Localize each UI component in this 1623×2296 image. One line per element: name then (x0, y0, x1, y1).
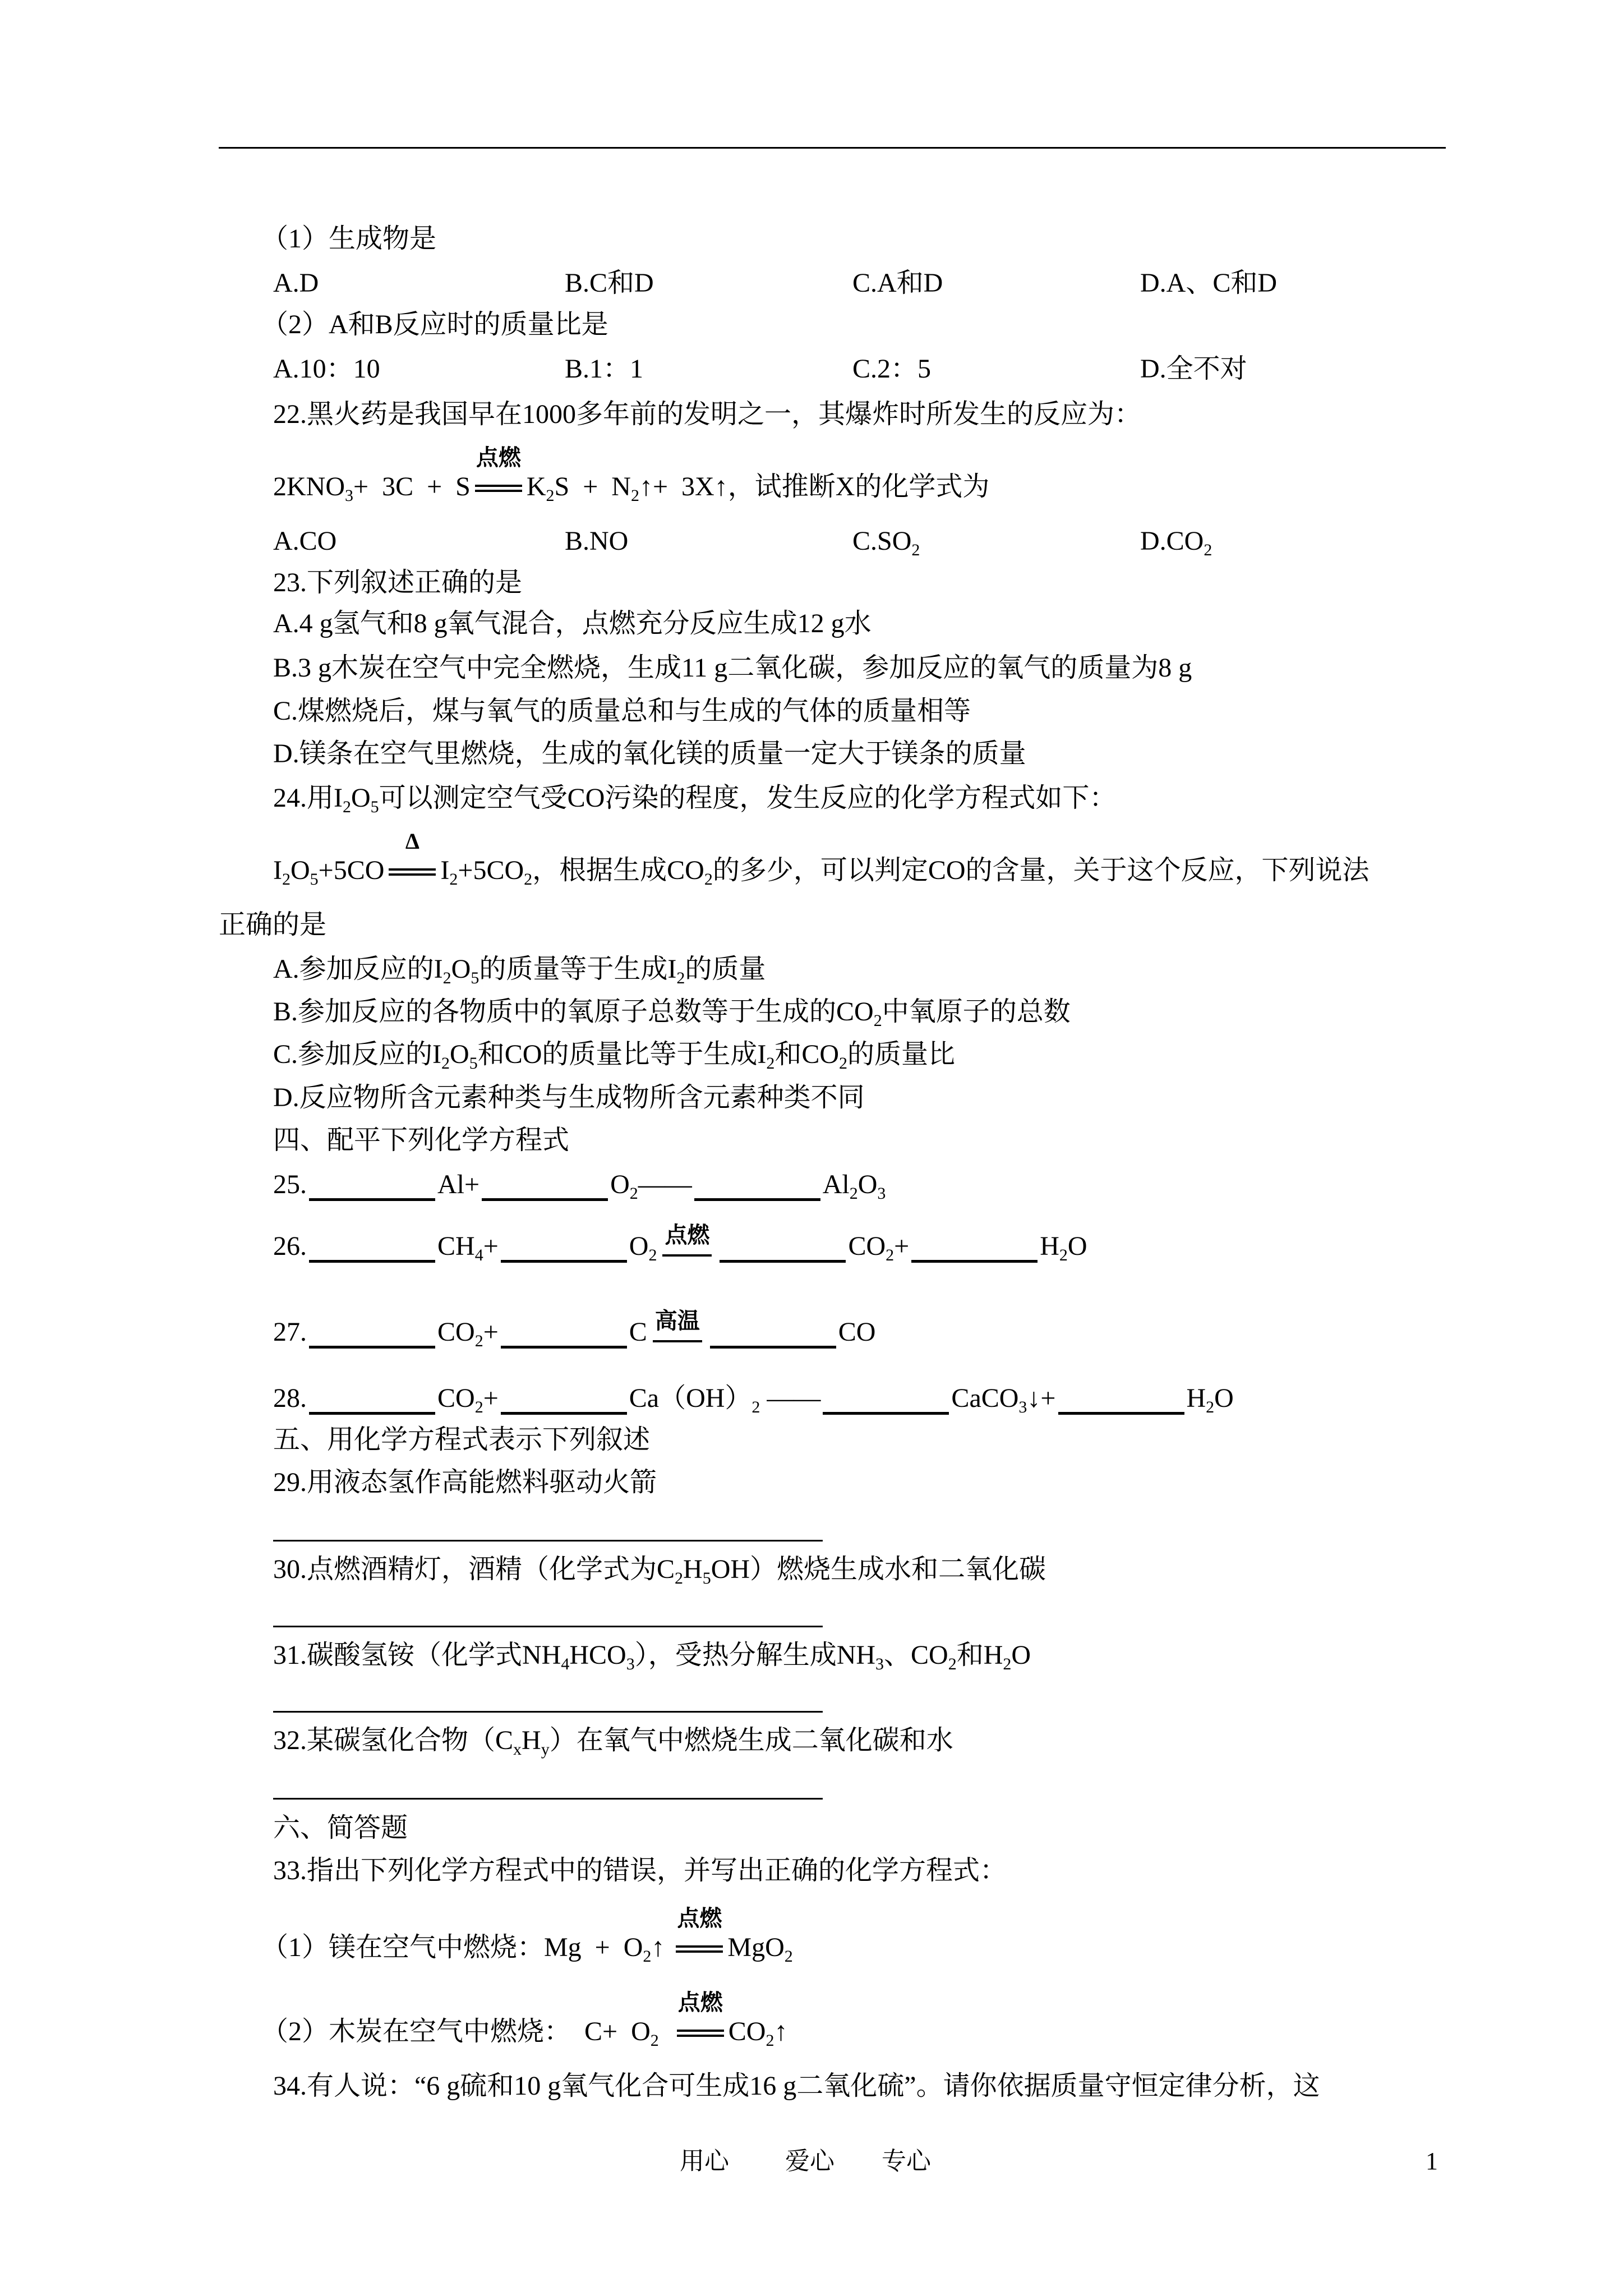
text-run: O (290, 855, 310, 885)
text-line (273, 1781, 823, 1812)
text-run: OH）燃烧生成水和二氧化碳 (711, 1554, 1046, 1584)
text-run: CH (437, 1231, 475, 1261)
text-line (273, 1812, 408, 1844)
reaction-condition (649, 1308, 706, 1348)
text-line (273, 1554, 1046, 1588)
text-line (273, 2070, 1320, 2102)
equals-bar (475, 490, 522, 492)
text-run: C.2：5 (852, 354, 932, 384)
text-run: A.参加反应的I (273, 954, 443, 984)
text-run: 和H (956, 1640, 1003, 1670)
answer-line[interactable] (273, 1540, 823, 1542)
equals-bar (475, 485, 522, 487)
text-run: 26. (273, 1231, 307, 1261)
text-run: B.3 g木炭在空气中完全燃烧，生成11 g二氧化碳，参加反应的氧气的质量为8 g (273, 653, 1192, 683)
subscript: 2 (784, 1947, 793, 1966)
subscript: 2 (873, 1011, 882, 1030)
text-run: ↑+ 3X↑，试推断X的化学式为 (639, 472, 990, 501)
reaction-condition (659, 1222, 715, 1262)
text-run: （1）镁在空气中燃烧：Mg + O (261, 1932, 643, 1962)
text-run: C.煤燃烧后，煤与氧气的质量总和与生成的气体的质量相等 (273, 696, 971, 726)
text-run: 可以测定空气受CO污染的程度，发生反应的化学方程式如下： (379, 783, 1117, 813)
text-run: D.全不对 (1140, 354, 1247, 384)
text-run (659, 2017, 672, 2046)
text-run: I (273, 855, 282, 885)
equals-bar (676, 1950, 723, 1953)
reaction-condition-equals (473, 445, 524, 503)
subscript: 2 (442, 969, 451, 987)
condition-label: 高温 (654, 1308, 700, 1333)
text-run: 的质量等于生成I (479, 954, 677, 984)
text-run: 33.指出下列化学方程式中的错误，并写出正确的化学方程式： (273, 1856, 1007, 1885)
text-line (273, 1467, 657, 1498)
text-run: B.C和D (565, 268, 654, 298)
coefficient-blank[interactable] (710, 1317, 836, 1349)
text-line (273, 1694, 823, 1726)
coefficient-blank[interactable] (309, 1383, 435, 1415)
text-run: 中氧原子的总数 (882, 997, 1071, 1027)
subscript: 2 (343, 798, 351, 816)
text-run: 25. (273, 1170, 307, 1199)
coefficient-blank[interactable] (501, 1317, 627, 1349)
text-run: A.D (273, 268, 319, 298)
text-run: 31.碳酸氢铵（化学式NH (273, 1640, 561, 1670)
text-run: O (351, 783, 371, 813)
text-run: K (526, 472, 546, 501)
text-run: ，根据生成CO (532, 855, 704, 885)
text-run: D.反应物所含元素种类与生成物所含元素种类不同 (273, 1083, 865, 1112)
text-run: H (1040, 1231, 1059, 1261)
text-run: + (483, 1383, 499, 1413)
condition-label: 点燃 (476, 445, 521, 470)
text-run: I (440, 855, 450, 885)
text-line (273, 1308, 876, 1350)
text-run: A.10：10 (273, 354, 380, 384)
option-B (565, 353, 643, 385)
text-run: B.1：1 (565, 354, 644, 384)
text-run: ↑ (651, 1932, 672, 1962)
text-line (273, 1609, 823, 1640)
text-line (261, 1906, 793, 1966)
text-line (219, 909, 326, 941)
reaction-condition-equals (386, 829, 438, 886)
subscript: 5 (370, 798, 379, 816)
text-line (273, 1222, 1087, 1264)
text-run: Al (822, 1170, 850, 1199)
subscript: 2 (849, 1184, 858, 1203)
text-run: —— (760, 1383, 821, 1413)
subscript: 5 (310, 870, 319, 889)
text-run: B.NO (565, 526, 629, 556)
subscript: 2 (449, 870, 458, 889)
subscript: 2 (839, 1054, 848, 1073)
text-run: O (857, 1170, 878, 1199)
text-run: （1）生成物是 (261, 224, 437, 254)
options-row (273, 353, 1395, 385)
option-B (565, 526, 628, 557)
subscript: 2 (1204, 541, 1212, 559)
subscript: 3 (1018, 1398, 1027, 1416)
text-run: 五、用化学方程式表示下列叙述 (273, 1425, 651, 1455)
text-run: 28. (273, 1383, 307, 1413)
answer-line[interactable] (273, 1626, 823, 1627)
page-number: 1 (1426, 2147, 1438, 2175)
options-row (273, 526, 1395, 557)
text-run: A.CO (273, 526, 337, 556)
subscript: 2 (630, 486, 639, 505)
text-run: + (483, 1231, 499, 1261)
coefficient-blank[interactable] (823, 1383, 949, 1415)
subscript: 2 (766, 2031, 774, 2050)
text-line (273, 696, 971, 727)
subscript: 2 (474, 1332, 483, 1350)
subscript: 2 (648, 1246, 657, 1264)
subscript: x (513, 1740, 522, 1759)
text-run: CaCO (951, 1383, 1019, 1413)
subscript: 2 (751, 1398, 760, 1416)
text-run: 32.某碳氢化合物（C (273, 1726, 514, 1755)
coefficient-blank[interactable] (694, 1169, 820, 1201)
subscript: 2 (886, 1246, 895, 1264)
option-D (1140, 268, 1277, 299)
text-run: 2KNO (273, 472, 345, 501)
text-run: 六、简答题 (273, 1813, 408, 1843)
text-line (273, 1125, 569, 1156)
subscript: 2 (524, 870, 533, 889)
footer-motto-1: 用心 (680, 2147, 729, 2175)
text-run: O (451, 954, 471, 984)
text-run: H (522, 1726, 541, 1755)
text-run: 22.黑火药是我国早在1000多年前的发明之一，其爆炸时所发生的反应为： (273, 399, 1142, 429)
equals-bar (389, 873, 436, 876)
condition-label: 点燃 (677, 1990, 723, 2015)
equals-bar (677, 2030, 724, 2032)
subscript: 2 (1059, 1246, 1068, 1264)
option-C (852, 353, 931, 385)
text-line (273, 652, 1192, 684)
text-run: 的质量 (685, 954, 766, 984)
reaction-condition-equals (675, 1990, 726, 2047)
text-line (273, 783, 1116, 814)
text-run: + 3C + S (353, 472, 471, 501)
option-A (273, 353, 380, 385)
text-run: D.A、C和D (1140, 268, 1278, 298)
text-line (261, 1990, 788, 2050)
text-run: ↑ (774, 2017, 788, 2046)
subscript: 2 (1003, 1655, 1012, 1673)
text-line (273, 954, 766, 985)
option-C (852, 526, 920, 557)
text-run: O (1214, 1383, 1234, 1413)
text-line (273, 399, 1141, 430)
subscript: 3 (877, 1184, 886, 1203)
subscript: 5 (702, 1569, 711, 1588)
subscript: 2 (474, 1398, 483, 1416)
subscript: 5 (469, 1054, 478, 1073)
footer-motto-2: 爱心 (785, 2147, 834, 2175)
subscript: 2 (675, 1569, 684, 1588)
subscript: 2 (643, 1947, 652, 1966)
text-run: 、CO (884, 1640, 948, 1670)
text-run: —— (638, 1170, 692, 1199)
text-run: 24.用I (273, 783, 343, 813)
subscript: 2 (766, 1054, 775, 1073)
coefficient-blank[interactable] (1058, 1383, 1184, 1415)
equals-bar (676, 1945, 723, 1948)
text-run: +5CO (458, 855, 524, 885)
text-run: H (1186, 1383, 1206, 1413)
text-run: Al+ (437, 1170, 480, 1199)
coefficient-blank[interactable] (482, 1169, 608, 1201)
text-run: ），受热分解生成NH (634, 1640, 876, 1670)
footer-motto-3: 专心 (882, 2147, 931, 2175)
text-line (273, 1424, 650, 1456)
subscript: 5 (471, 969, 479, 987)
text-line (273, 1855, 1007, 1887)
subscript: 2 (282, 870, 291, 889)
text-run: CO (848, 1231, 886, 1261)
text-run: 的质量比 (847, 1039, 956, 1069)
coefficient-blank[interactable] (309, 1169, 435, 1201)
text-line (273, 1725, 953, 1759)
text-line (273, 1523, 823, 1554)
coefficient-blank[interactable] (501, 1383, 627, 1415)
text-run: Ca（OH） (629, 1383, 752, 1413)
subscript: 4 (561, 1655, 570, 1673)
text-run: 和CO的质量比等于生成I (477, 1039, 767, 1069)
text-run: CO (838, 1317, 876, 1347)
subscript: 2 (704, 870, 713, 889)
text-run: 30.点燃酒精灯，酒精（化学式为C (273, 1554, 675, 1584)
text-run: （2）木炭在空气中燃烧： C+ O (261, 2017, 651, 2046)
text-run: CO (437, 1317, 475, 1347)
option-B (565, 268, 654, 299)
text-line (273, 1039, 956, 1073)
subscript: 3 (345, 486, 353, 505)
text-run: S + N (554, 472, 631, 501)
option-D (1140, 526, 1212, 557)
text-run: C.参加反应的I (273, 1039, 442, 1069)
coefficient-blank[interactable] (501, 1231, 627, 1263)
text-run: C.SO (852, 526, 912, 556)
subscript: 4 (474, 1246, 483, 1264)
text-run: 27. (273, 1317, 307, 1347)
text-line (273, 1383, 1234, 1415)
text-run: D.CO (1140, 526, 1204, 556)
subscript: 2 (629, 1184, 638, 1203)
subscript: 2 (650, 2031, 659, 2050)
option-A (273, 268, 319, 299)
subscript: 2 (1206, 1398, 1215, 1416)
text-line (273, 567, 522, 599)
condition-label: 点燃 (665, 1222, 710, 1248)
text-line (273, 829, 1370, 889)
text-run: CO (437, 1383, 475, 1413)
text-run: C.A和D (852, 268, 943, 298)
reaction-condition-equals (674, 1906, 725, 1963)
equals-bar (389, 868, 436, 871)
text-run: 23.下列叙述正确的是 (273, 568, 523, 597)
text-run: O (629, 1231, 649, 1261)
text-run: HCO (569, 1640, 626, 1670)
condition-bar (653, 1340, 702, 1342)
subscript: y (541, 1740, 550, 1759)
text-run: ↓+ (1027, 1383, 1056, 1413)
coefficient-blank[interactable] (720, 1231, 846, 1263)
condition-label: 点燃 (677, 1906, 722, 1931)
text-run: MgO (727, 1932, 785, 1962)
option-D (1140, 353, 1247, 385)
text-line (273, 445, 990, 505)
equals-bar (677, 2035, 724, 2037)
text-run: O (610, 1170, 630, 1199)
text-run: （2）A和B反应时的质量比是 (261, 310, 608, 339)
text-line (273, 608, 872, 639)
text-run: C (629, 1317, 647, 1347)
text-line (273, 1169, 886, 1201)
text-run: 的多少，可以判定CO的含量，关于这个反应，下列说法 (712, 855, 1370, 885)
text-line (273, 738, 1026, 770)
option-C (852, 268, 943, 299)
text-line (261, 223, 436, 255)
text-run: D.镁条在空气里燃烧，生成的氧化镁的质量一定大于镁条的质量 (273, 739, 1026, 769)
text-run: O (450, 1039, 469, 1069)
subscript: 3 (626, 1655, 635, 1673)
text-run: ）在氧气中燃烧生成二氧化碳和水 (549, 1726, 953, 1755)
text-run: 和CO (774, 1039, 840, 1069)
subscript: 2 (441, 1054, 450, 1073)
text-run: CO (728, 2017, 766, 2046)
text-line (273, 1082, 865, 1114)
answer-line[interactable] (273, 1711, 823, 1713)
text-run: +5CO (318, 855, 385, 885)
subscript: 2 (911, 541, 920, 559)
answer-line[interactable] (273, 1798, 823, 1800)
subscript: 2 (948, 1655, 957, 1673)
text-run: 34.有人说：“6 g硫和10 g氧气化合可生成16 g二氧化硫”。请你依据质量守恒定律分析，这 (273, 2071, 1320, 2101)
text-run: 29.用液态氢作高能燃料驱动火箭 (273, 1467, 657, 1497)
text-line (273, 1640, 1031, 1671)
text-run: + (483, 1317, 499, 1347)
text-run: H (683, 1554, 703, 1584)
text-run: O (1067, 1231, 1087, 1261)
text-run: O (1011, 1640, 1031, 1670)
coefficient-blank[interactable] (309, 1317, 435, 1349)
subscript: 2 (676, 969, 685, 987)
options-row (273, 268, 1395, 299)
subscript: 3 (875, 1655, 884, 1673)
text-run: B.参加反应的各物质中的氧原子总数等于生成的CO (273, 997, 874, 1027)
text-run: 正确的是 (219, 910, 327, 940)
text-run: 四、配平下列化学方程式 (273, 1125, 570, 1155)
text-line (273, 996, 1071, 1028)
coefficient-blank[interactable] (309, 1231, 435, 1263)
coefficient-blank[interactable] (911, 1231, 1038, 1263)
text-run: A.4 g氢气和8 g氧气混合，点燃充分反应生成12 g水 (273, 609, 872, 638)
header-rule (219, 147, 1446, 149)
option-A (273, 526, 336, 557)
condition-label: Δ (405, 829, 419, 854)
text-line (261, 309, 608, 341)
condition-bar (662, 1254, 712, 1257)
text-run: + (894, 1231, 910, 1261)
subscript: 2 (546, 486, 555, 505)
